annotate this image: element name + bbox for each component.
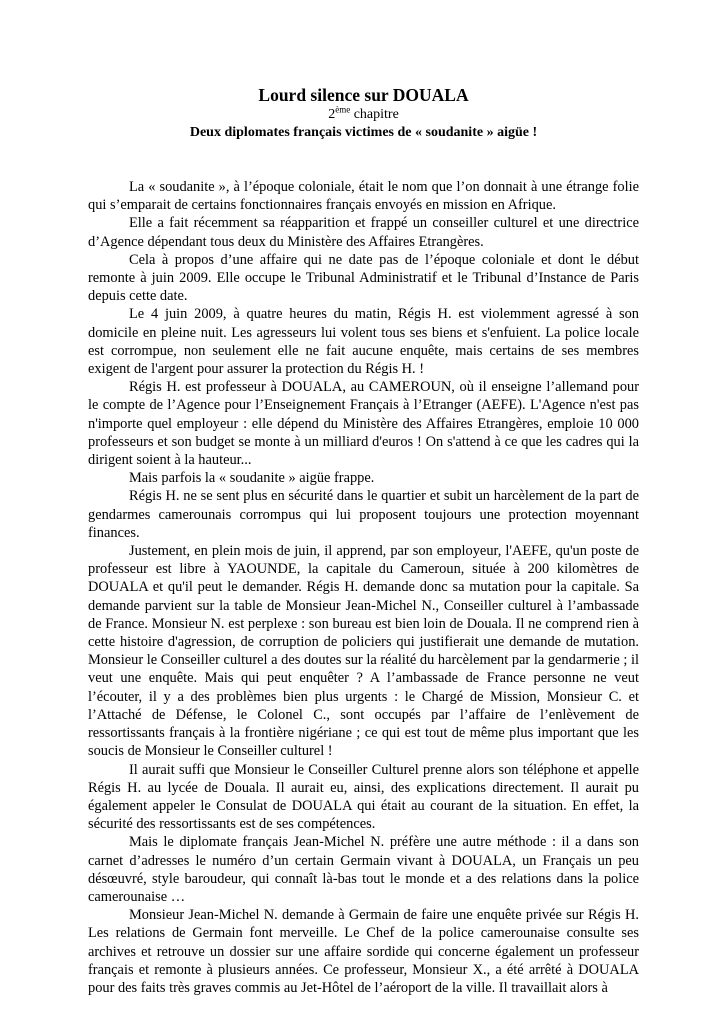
chapter-heading — [88, 106, 639, 124]
paragraph: Monsieur Jean-Michel N. demande à Germain de faire une enquête privée sur Régis H. Les relations de Germain font merveille. Le Chef de la police camerounaise consulte ses archives et retrouve un dossier sur une affaire sordide qui concerne également un professeur français et remonte à plusieurs années. Ce professeur, Monsieur X., a été arrêté à DOUALA pour des faits très graves commis au Jet-Hôtel de l’aéroport de la ville. Il travaillait alors à — [88, 907, 639, 996]
chapter-suffix: ème — [335, 104, 351, 115]
paragraph: Mais le diplomate français Jean-Michel N. préfère une autre méthode : il a dans son carnet d’adresses le numéro d’un certain Germain vivant à DOUALA, un Français un peu désœuvré, style baroudeur, qui connaît là-bas tout le monde et a des relations dans la police camerounaise … — [88, 834, 639, 905]
paragraph: Le 4 juin 2009, à quatre heures du matin, Régis H. est violemment agressé à son domicile en pleine nuit. Les agresseurs lui volent tous ses biens et s'enfuient. La police locale est corrompue, non seulement elle ne fait aucune enquête, mais certains de ses membres exigent de l'argent pour assurer la protection du Régis H. ! — [88, 306, 639, 378]
paragraph: Cela à propos d’une affaire qui ne date pas de l’époque coloniale et dont le début remonte à juin 2009. Elle occupe le Tribunal Administratif et le Tribunal d’Instance de Paris depuis cette date. — [88, 251, 639, 305]
paragraph: Il aurait suffi que Monsieur le Conseiller Culturel prenne alors son téléphone et appelle Régis H. au lycée de Douala. Il aurait eu, ainsi, des explications directement. Il aurait pu également appeler le Consulat de DOUALA qui était au courant de la situation. En effet, la sécurité des ressortissants est de ses compétences. — [88, 761, 639, 833]
body-text — [88, 178, 639, 997]
document-subtitle: Deux diplomates français victimes de « soudanite » aigüe ! — [189, 125, 538, 140]
chapter-number: 2 — [328, 107, 336, 122]
chapter-word: chapitre — [350, 107, 399, 122]
paragraph: Régis H. est professeur à DOUALA, au CAMEROUN, où il enseigne l’allemand pour le compte de l’Agence pour l’Enseignement Français à l’Etranger (AEFE). L'Agence n'est pas n'importe quel employeur : elle dépend du Ministère des Affaires Etrangères, emploie 10 000 professeurs et son budget se monte à un milliard d'euros ! On s'attend à ce que les cadres qui la dirigent soient à la hauteur... — [88, 379, 639, 469]
document-title: Lourd silence sur DOUALA — [258, 85, 469, 105]
paragraph: Elle a fait récemment sa réapparition et frappé un conseiller culturel et une directrice d’Agence dépendant tous deux du Ministère des Affaires Etrangères. — [88, 215, 639, 250]
paragraph: Justement, en plein mois de juin, il apprend, par son employeur, l'AEFE, qu'un poste de professeur est libre à YAOUNDE, la capitale du Cameroun, située à 200 kilomètres de DOUALA et qu'il peut le demander. Régis H. demande donc sa mutation pour la capitale. Sa demande parvient sur la table de Monsieur Jean-Michel N., Conseiller culturel à l’ambassade de France. Monsieur N. est perplexe : son bureau est bien loin de Douala. Il ne comprend rien à cette histoire d'agression, de corruption de policiers qui justifierait une demande de mutation. Monsieur le Conseiller culturel a des doutes sur la réalité du harcèlement par la gendarmerie ; il veut une enquête. Mais qui peut enquêter ? A l’ambassade de France personne ne veut l’écouter, il y a des problèmes bien plus urgents : le Chargé de Mission, Monsieur C. et l’Attaché de Défense, le Colonel C., sont occupés par l’affaire de l’enlèvement de ressortissants français à la frontière nigériane ; ce qui est tout de même plus important que les soucis de Monsieur le Conseiller culturel ! — [88, 543, 639, 760]
paragraph: Mais parfois la « soudanite » aigüe frappe. — [129, 470, 375, 487]
paragraph: Régis H. ne se sent plus en sécurité dans le quartier et subit un harcèlement de la part de gendarmes camerounais corrompus qui lui proposent toujours une protection moyennant finances. — [88, 488, 639, 541]
paragraph: La « soudanite », à l’époque coloniale, était le nom que l’on donnait à une étrange folie qui s’emparait de certains fonctionnaires français envoyés en mission en Afrique. — [88, 179, 639, 214]
document-page — [88, 84, 639, 997]
